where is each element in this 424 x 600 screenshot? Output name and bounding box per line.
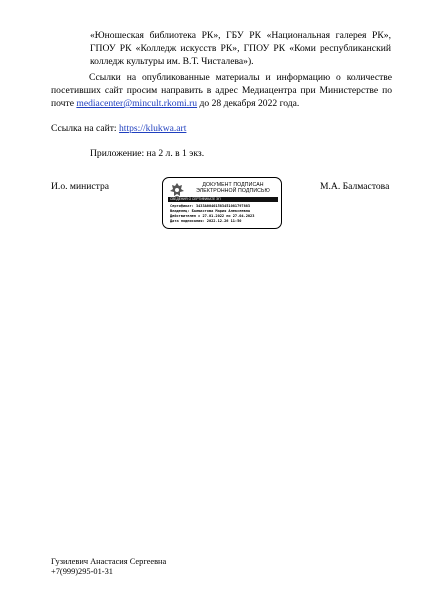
electronic-signature-stamp — [162, 177, 282, 229]
executor-phone: +7(999)295-01-31 — [51, 567, 113, 576]
site-line — [51, 122, 186, 135]
request-text: Ссылки на опубликованные материалы и информацию о количестве посетивших сайт просим направить в адрес Медиацентра при Министерстве по почте — [51, 72, 392, 109]
site-link[interactable]: https://klukwa.art — [119, 123, 187, 134]
stamp-title — [187, 182, 279, 194]
executor-name: Гузилевич Анастасия Сергеевна — [51, 557, 167, 566]
request-paragraph — [51, 71, 392, 110]
attachment-note: Приложение: на 2 л. в 1 экз. — [90, 148, 205, 159]
organizations-paragraph: «Юношеская библиотека РК», ГБУ РК «Национальная галерея РК», ГПОУ РК «Колледж искусств РК», ГПОУ РК «Коми республиканский колледж культуры им. В.Т. Чисталева»). — [90, 30, 391, 67]
signer-position: И.о. министра — [51, 181, 110, 192]
request-email-link[interactable]: mediacenter@mincult.rkomi.ru — [76, 98, 198, 109]
stamp-signing-date: Дата подписания: 2022.12.26 11:50 — [170, 218, 242, 223]
stamp-validity: Действителен с 27.01.2022 по 27.04.2023 — [170, 213, 255, 218]
stamp-title-line1: ДОКУМЕНТ ПОДПИСАН — [202, 182, 264, 188]
site-label: Ссылка на сайт: — [51, 123, 119, 134]
stamp-certificate-band: СВЕДЕНИЯ О СЕРТИФИКАТЕ ЭП — [168, 197, 278, 202]
stamp-title-line2: ЭЛЕКТРОННОЙ ПОДПИСЬЮ — [196, 188, 270, 195]
request-deadline: до 28 декабря 2022 года. — [197, 98, 300, 109]
signer-name: М.А. Балмастова — [320, 181, 390, 192]
stamp-owner: Владелец: Балмастова Мария Алексеевна — [170, 208, 251, 213]
stamp-certificate: Сертификат: 3433A00401583451081797883 — [170, 203, 251, 208]
